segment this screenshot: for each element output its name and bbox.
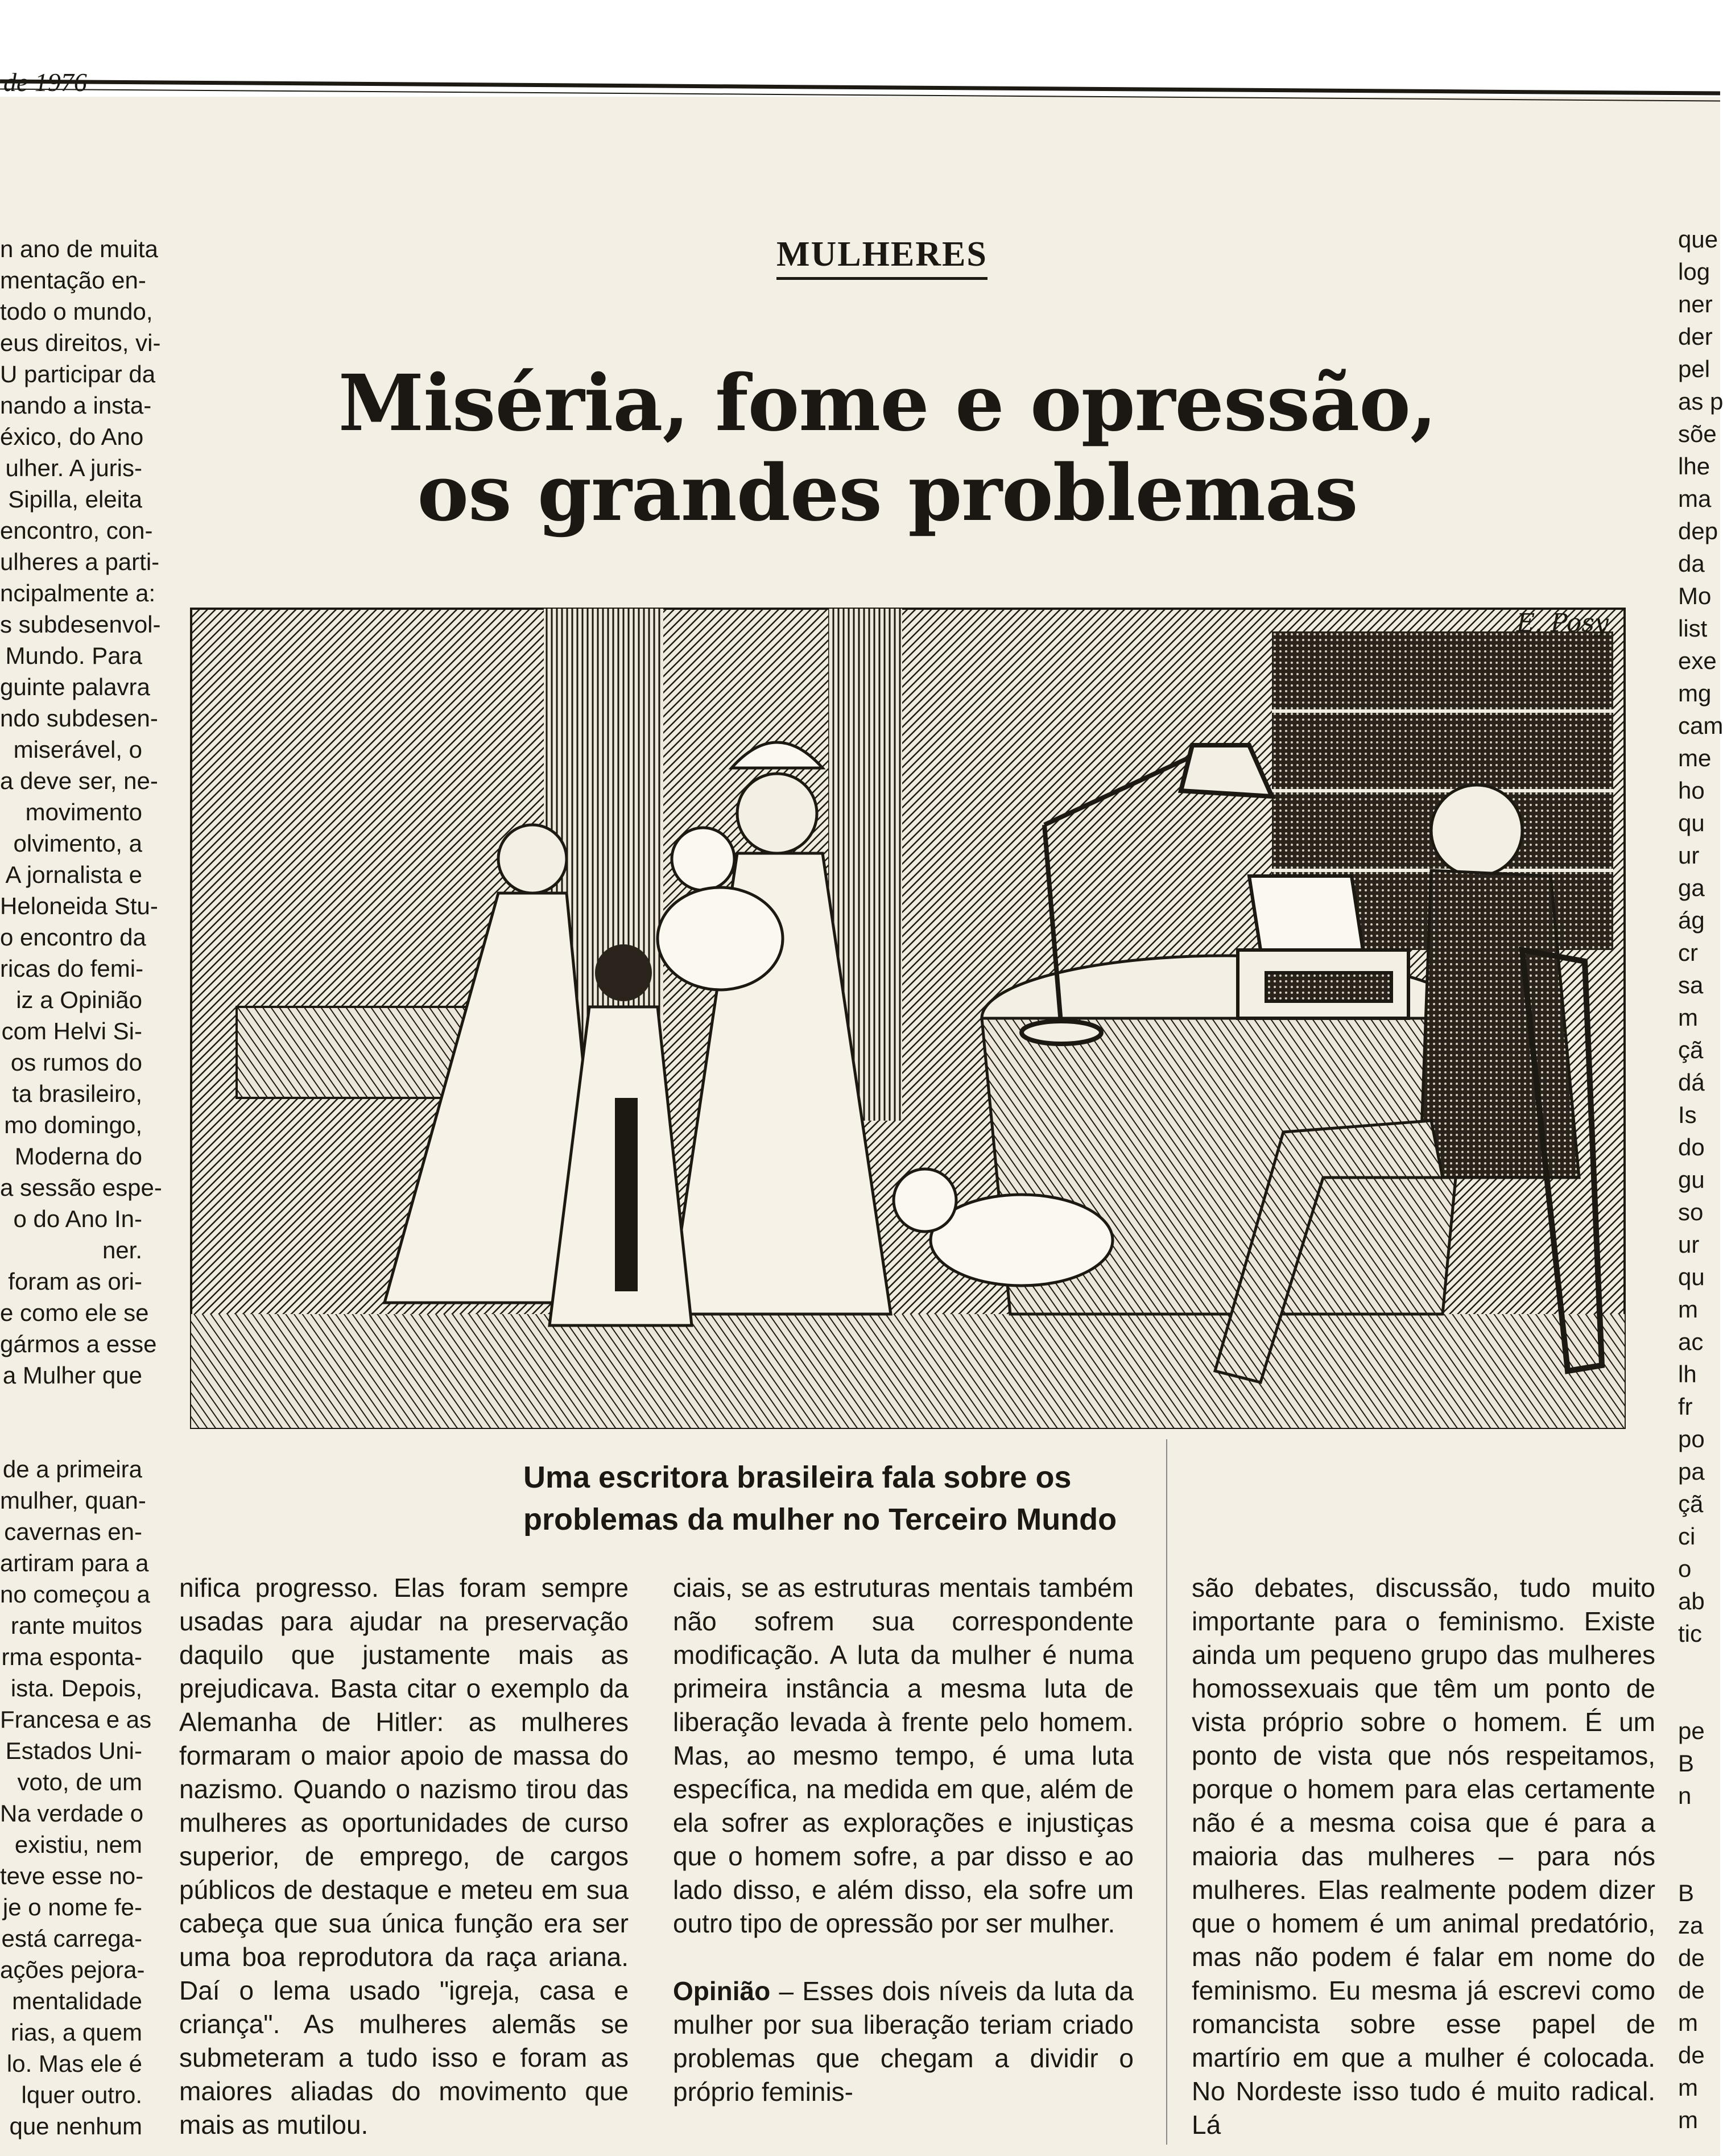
text-fragment-line: que nenhum (9, 2113, 142, 2140)
text-fragment-line: lhe (1678, 453, 1710, 480)
text-fragment-line: ner (1678, 291, 1713, 317)
text-fragment-line: Sipilla, eleita (8, 486, 142, 513)
text-fragment-line: tic (1678, 1620, 1702, 1647)
floor (191, 1314, 1625, 1428)
illustration-caption (523, 1456, 1263, 1540)
text-fragment-line: m (1678, 1004, 1698, 1031)
text-fragment-line: ta brasileiro, (12, 1080, 142, 1107)
text-fragment-line: me (1678, 745, 1712, 771)
text-fragment-line: pa (1678, 1458, 1705, 1485)
text-fragment-line: pe (1678, 1717, 1705, 1744)
text-fragment-line: Francesa e as (0, 1706, 152, 1733)
column-2-question: – Esses dois níveis da luta da mulher por sua liberação teriam criado problemas que chegam a dividir o próprio feminis- (673, 1976, 1134, 2107)
text-fragment-line: rante muitos (10, 1612, 142, 1639)
text-fragment-line: çã (1678, 1036, 1704, 1063)
text-fragment-line: sa (1678, 972, 1704, 998)
text-fragment-line: artiram para a (0, 1550, 149, 1576)
text-fragment-line: foram as ori- (8, 1268, 142, 1295)
text-fragment-line (1678, 1844, 1720, 1877)
text-fragment-line: m (1678, 2009, 1698, 2036)
text-fragment-line: ma (1678, 485, 1712, 512)
text-fragment-line: Mundo. Para (5, 642, 142, 669)
text-fragment-line: fr (1678, 1393, 1693, 1420)
text-fragment-line: voto, de um (17, 1769, 142, 1795)
text-fragment-line: list (1678, 615, 1708, 642)
text-fragment-line: cr (1678, 939, 1698, 966)
text-fragment-line: ur (1678, 1231, 1700, 1258)
text-fragment-line: n ano de muita (0, 236, 158, 262)
text-fragment-line: mentação en- (0, 267, 146, 294)
text-fragment-line: qu (1678, 1263, 1705, 1290)
text-fragment-line: ci (1678, 1523, 1696, 1550)
text-fragment-line: cavernas en- (4, 1518, 142, 1545)
text-fragment-line (1678, 1650, 1720, 1682)
text-fragment-line: está carrega- (1, 1925, 142, 1952)
text-fragment-line: Mo (1678, 583, 1712, 609)
text-fragment-line: lquer outro. (21, 2081, 142, 2108)
text-fragment-line: encontro, con- (0, 517, 153, 544)
text-fragment-line: existiu, nem (14, 1831, 142, 1858)
text-fragment-line: ncipalmente a: (0, 580, 156, 606)
text-fragment-line: gármos a esse (0, 1331, 157, 1357)
text-fragment-line: Estados Uni- (5, 1737, 142, 1764)
text-fragment-line: ista. Depois, (10, 1675, 142, 1701)
text-fragment-line: ulheres a parti- (0, 548, 160, 575)
column-2-paragraph-2 (673, 1975, 1134, 2109)
text-fragment-line: a Mulher que (2, 1362, 142, 1389)
text-fragment-line: nando a insta- (0, 392, 152, 419)
engraving-illustration (191, 609, 1625, 1428)
article-column-3 (1192, 1571, 1655, 2142)
text-fragment-line: m (1678, 1296, 1698, 1323)
text-fragment-line: rias, a quem (10, 2019, 142, 2046)
text-fragment-line: ac (1678, 1328, 1704, 1355)
text-fragment-line: mo domingo, (4, 1112, 142, 1138)
text-fragment-line: e como ele se (0, 1299, 149, 1326)
text-fragment-line: éxico, do Ano (0, 423, 144, 450)
text-fragment-line: ág (1678, 907, 1705, 934)
text-fragment-line: so (1678, 1199, 1704, 1225)
headline (273, 358, 1502, 538)
text-fragment-line: mg (1678, 680, 1712, 707)
text-fragment-line: teve esse no- (0, 1862, 144, 1889)
text-fragment-line: ner. (102, 1237, 142, 1263)
text-fragment-line: as p (1678, 388, 1723, 415)
text-fragment-line: os rumos do (10, 1049, 142, 1076)
text-fragment-line: lh (1678, 1361, 1697, 1387)
caption-line-2: problemas da mulher no Terceiro Mundo (523, 1502, 1117, 1537)
article-column-1 (179, 1571, 629, 2142)
text-fragment-line (1678, 1682, 1720, 1715)
text-fragment-line: ulher. A juris- (5, 455, 142, 481)
text-fragment-line: no começou a (0, 1581, 150, 1608)
text-fragment-line: exe (1678, 647, 1717, 674)
caption-line-1: Uma escritora brasileira fala sobre os (523, 1460, 1072, 1494)
text-fragment-line: ricas do femi- (0, 955, 144, 982)
text-fragment-line: do (1678, 1134, 1705, 1160)
text-fragment-line: ndo subdesen- (0, 705, 158, 732)
text-fragment-line: ab (1678, 1588, 1705, 1614)
artist-signature: E. Posy (1517, 609, 1609, 638)
text-fragment-line: A jornalista e (5, 861, 142, 888)
text-fragment-line: eus direitos, vi- (0, 329, 161, 356)
text-fragment-line: de a primeira (2, 1456, 142, 1482)
headline-line-2: os grandes problemas (417, 448, 1358, 539)
text-fragment-line: U participar da (0, 361, 156, 387)
text-fragment-line: gu (1678, 1166, 1705, 1193)
section-label: MULHERES (776, 234, 987, 280)
text-fragment-line: ho (1678, 777, 1705, 804)
text-fragment-line: mulher, quan- (0, 1487, 146, 1514)
column-divider (1166, 1439, 1167, 2145)
text-fragment-line: de (1678, 2042, 1705, 2068)
text-fragment-line: log (1678, 258, 1710, 285)
text-fragment-line: qu (1678, 809, 1705, 836)
text-fragment-line: m (1678, 2107, 1698, 2133)
column-3-paragraph: são debates, discussão, tudo muito importante para o feminismo. Existe ainda um pequeno grupo das mulheres homossexuais que têm um ponto de vista próprio sobre o homem. É um ponto de vista que nós respeitamos, porque o homem para elas certamente não é a mesma coisa que é para a maioria das mulheres – para nós mulheres. Elas realmente podem dizer que o homem é um animal predatório, mas não podem é falar em nome do feminismo. Eu mesma já escrevi como romancista sobre esse papel de martírio em que a mulher é colocada. No Nordeste isso tudo é muito radical. Lá (1192, 1573, 1655, 2140)
text-fragment-line: B (1678, 1750, 1695, 1777)
left-column-fragment-lower (0, 1453, 152, 2142)
text-fragment-line: je o nome fe- (2, 1894, 142, 1920)
text-fragment-line: der (1678, 323, 1713, 350)
text-fragment-line: ga (1678, 874, 1705, 901)
text-fragment-line: m (1678, 2074, 1698, 2101)
article-column-2 (673, 1571, 1134, 2109)
text-fragment-line: sõe (1678, 420, 1717, 447)
text-fragment-line: ur (1678, 842, 1700, 869)
header-rule (0, 79, 1720, 95)
left-column-fragment (0, 233, 162, 1391)
text-fragment-line: po (1678, 1426, 1705, 1452)
text-fragment-line: guinte palavra (0, 674, 150, 700)
text-fragment-line: dep (1678, 518, 1718, 544)
text-fragment-line: Is (1678, 1101, 1697, 1128)
text-fragment-line: dá (1678, 1069, 1705, 1096)
text-fragment-line: iz a Opinião (16, 986, 142, 1013)
text-fragment-line: olvimento, a (13, 830, 142, 857)
column-2-paragraph-1: ciais, se as estruturas mentais também não sofrem sua correspondente modificação. A luta da mulher é numa primeira instância a mesma luta de liberação levada à frente pelo homem. Mas, ao mesmo tempo, é uma luta específica, na medida em que, além de ela sofrer as explorações e injustiças que o homem sofre, a par disso e ao lado disso, e além disso, ela sofre um outro tipo de opressão por ser mulher. (673, 1573, 1134, 1938)
text-fragment-line: B (1678, 1880, 1695, 1906)
headline-line-1: Miséria, fome e opressão, (338, 358, 1437, 449)
interviewer-label: Opinião (673, 1976, 771, 2006)
text-fragment-line: Moderna do (14, 1143, 142, 1170)
text-fragment-line: Na verdade o (0, 1800, 144, 1827)
text-fragment-line: o (1678, 1555, 1692, 1582)
text-fragment-line: mentalidade (12, 1988, 142, 2014)
text-fragment-line: za (1678, 1912, 1704, 1939)
text-fragment-line: n (1678, 1782, 1692, 1809)
text-fragment-line: lo. Mas ele é (6, 2050, 142, 2077)
text-fragment-line: o do Ano In- (13, 1205, 142, 1232)
text-fragment-line: da (1678, 550, 1705, 577)
text-fragment-line: todo o mundo, (0, 298, 153, 325)
text-fragment-line: movimento (25, 799, 142, 825)
text-fragment-line: de (1678, 1944, 1705, 1971)
issue-date: de 1976 (3, 68, 87, 97)
text-fragment-line: com Helvi Si- (1, 1018, 142, 1044)
text-fragment-line: s subdesenvol- (0, 611, 161, 638)
text-fragment-line: a sessão espe- (0, 1174, 162, 1201)
text-fragment-line: rma esponta- (1, 1643, 142, 1670)
right-column-fragment (1678, 223, 1723, 2136)
text-fragment-line: Heloneida Stu- (0, 893, 158, 919)
text-fragment-line: a deve ser, ne- (0, 767, 158, 794)
text-fragment-line: ações pejora- (0, 1956, 145, 1983)
text-fragment-line: que (1678, 226, 1718, 253)
column-1-paragraph: nifica progresso. Elas foram sempre usadas para ajudar na preservação daquilo que justamente mais as prejudicava. Basta citar o exemplo da Alemanha de Hitler: as mulheres formaram o maior apoio de massa do nazismo. Quando o nazismo tirou das mulheres as oportunidades de curso superior, de emprego, de cargos públicos de destaque e meteu em sua cabeça que sua única função era ser uma boa reprodutora da raça ariana. Daí o lema usado "igreja, casa e criança". As mulheres alemãs se submeteram a tudo isso e foram as maiores aliadas do movimento que mais as mutilou. (179, 1573, 629, 2140)
text-fragment-line (1678, 1812, 1720, 1844)
text-fragment-line: o encontro da (0, 924, 146, 951)
text-fragment-line: cam (1678, 712, 1723, 739)
text-fragment-line: miserável, o (13, 736, 142, 763)
text-fragment-line: pel (1678, 356, 1710, 382)
text-fragment-line: de (1678, 1977, 1705, 2004)
text-fragment-line: çã (1678, 1490, 1704, 1517)
